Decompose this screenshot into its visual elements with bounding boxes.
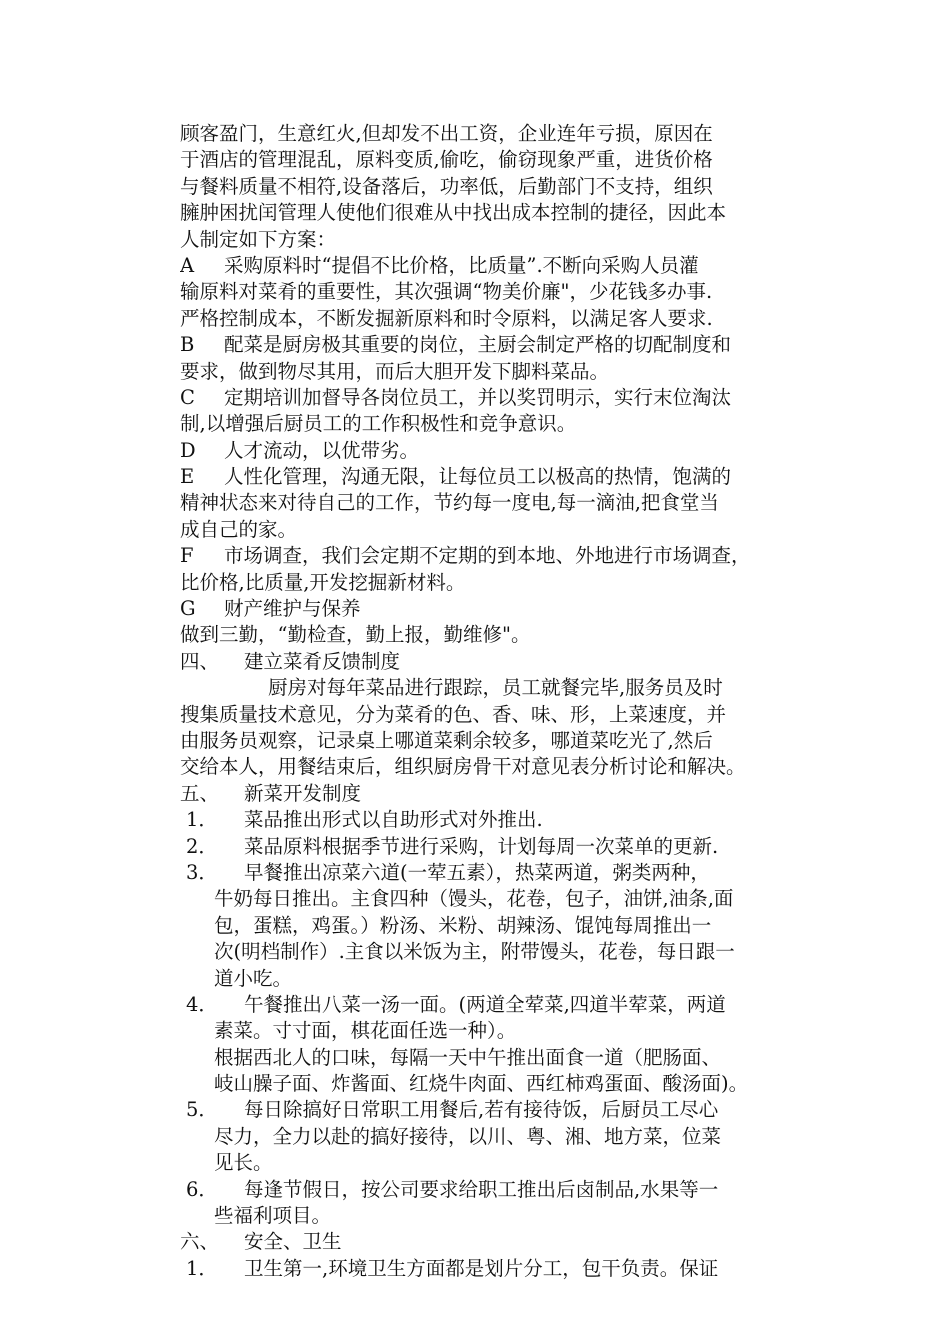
item-g [180,596,820,622]
numbered-item [180,1177,820,1203]
item-f [180,543,820,569]
section-title: 新菜开发制度 [244,781,362,805]
item-continuation: 岐山臊子面、炸酱面、红烧牛肉面、西红柿鸡蛋面、酸汤面)。 [214,1072,749,1096]
section-paragraph-line: 由服务员观察，记录桌上哪道菜剩余较多，哪道菜吃光了,然后 [180,728,713,752]
item-text: 菜品推出形式以自助形式对外推出. [244,808,543,832]
item-marker: G [180,597,196,621]
item-text: 定期培训加督导各岗位员工，并以奖罚明示，实行末位淘汰 [224,385,732,409]
item-d [180,438,820,464]
section-title: 建立菜肴反馈制度 [244,649,401,673]
item-c-line: 制,以增强后厨员工的工作积极性和竞争意识。 [180,412,577,436]
item-b-line: 要求，做到物尽其用，而后大胆开发下脚料菜品。 [180,359,610,383]
item-text: 财产维护与保养 [224,597,361,621]
item-f-line: 比价格,比质量,开发挖掘新材料。 [180,570,466,594]
item-a-line: 严格控制成本，不断发掘新原料和时令原料，以满足客人要求. [180,306,713,330]
numbered-item [180,834,820,860]
item-marker: C [180,385,195,409]
item-e-line: 成自己的家。 [180,517,298,541]
item-number: 3． [186,860,218,884]
section-title: 安全、卫生 [244,1230,342,1254]
item-continuation: 道小吃。 [214,966,293,990]
item-text: 菜品原料根据季节进行采购，计划每周一次菜单的更新. [244,834,719,858]
section-paragraph-line: 搜集质量技术意见，分为菜肴的色、香、味、形，上菜速度，并 [180,702,727,726]
item-continuation: 次(明档制作）.主食以米饭为主，附带馒头，花卷，每日跟一 [214,940,735,964]
item-number: 4． [186,992,218,1016]
item-marker: B [180,333,195,357]
item-text: 卫生第一,环境卫生方面都是划片分工，包干负责。保证 [244,1256,719,1280]
item-text: 人才流动，以优带劣。 [224,438,420,462]
item-a-line: 输原料对菜肴的重要性，其次强调“物美价廉"，少花钱多办事. [180,280,713,304]
item-continuation: 根据西北人的口味，每隔一天中午推出面食一道（肥肠面、 [214,1045,722,1069]
section-heading [180,781,820,807]
numbered-item [180,1097,820,1123]
item-text: 每逢节假日，按公司要求给职工推出后卤制品,水果等一 [244,1177,719,1201]
numbered-item [180,807,820,833]
section-number: 五、 [180,781,220,805]
item-text: 采购原料时“提倡不比价格，比质量”.不断向采购人员灌 [224,253,699,277]
item-g-line: 做到三勤，“勤检查，勤上报，勤维修"。 [180,623,531,647]
item-text: 配菜是厨房极其重要的岗位，主厨会制定严格的切配制度和 [224,333,732,357]
section-paragraph-line: 交给本人，用餐结束后，组织厨房骨干对意见表分析讨论和解决。 [180,755,746,779]
intro-line: 臃肿困扰闰管理人使他们很难从中找出成本控制的捷径，因此本 [180,201,727,225]
intro-line: 与餐料质量不相符,设备落后，功率低，后勤部门不支持，组织 [180,174,713,198]
item-number: 5． [186,1098,218,1122]
item-continuation: 尽力，全力以赴的搞好接待，以川、粤、湘、地方菜，位菜 [214,1124,722,1148]
item-continuation: 牛奶每日推出。主食四种（馒头，花卷，包子，油饼,油条,面 [214,887,734,911]
item-continuation: 些福利项目。 [214,1204,332,1228]
item-marker: D [180,438,196,462]
item-number: 2． [186,834,218,858]
section-heading [180,649,820,675]
item-number: 6． [186,1177,218,1201]
item-marker: E [180,465,195,489]
numbered-item [180,860,820,886]
item-text: 市场调查，我们会定期不定期的到本地、外地进行市场调查， [224,544,751,568]
item-marker: A [180,253,195,277]
item-c [180,385,820,411]
intro-line: 于酒店的管理混乱，原料变质,偷吃，偷窃现象严重，进货价格 [180,148,713,172]
item-number: 1． [186,808,218,832]
intro-line: 顾客盈门，生意红火,但却发不出工资，企业连年亏损，原因在 [180,122,713,145]
document-body [180,121,820,1282]
item-a [180,253,820,279]
section-heading [180,1229,820,1255]
item-text: 每日除搞好日常职工用餐后,若有接待饭，后厨员工尽心 [244,1098,719,1122]
numbered-item [180,992,820,1018]
item-b [180,332,820,358]
section-number: 六、 [180,1230,220,1254]
item-e [180,464,820,490]
item-text: 午餐推出八菜一汤一面。(两道全荤菜,四道半荤菜，两道 [244,992,726,1016]
item-text: 人性化管理，沟通无限，让每位员工以极高的热情，饱满的 [224,465,732,489]
item-continuation: 包，蛋糕，鸡蛋。）粉汤、米粉、胡辣汤、馄饨每周推出一 [214,913,712,937]
item-text: 早餐推出凉菜六道(一荤五素），热菜两道，粥类两种， [244,860,710,884]
section-number: 四、 [180,649,220,673]
numbered-item [180,1256,820,1282]
item-continuation: 见长。 [214,1151,273,1175]
section-paragraph-line: 厨房对每年菜品进行跟踪，员工就餐完毕,服务员及时 [268,676,723,700]
item-e-line: 精神状态来对待自己的工作，节约每一度电,每一滴油,把食堂当 [180,491,719,515]
item-number: 1． [186,1256,218,1280]
item-marker: F [180,544,194,568]
intro-line: 人制定如下方案： [180,227,337,251]
item-continuation: 素菜。寸寸面，棋花面任选一种）。 [214,1019,517,1043]
